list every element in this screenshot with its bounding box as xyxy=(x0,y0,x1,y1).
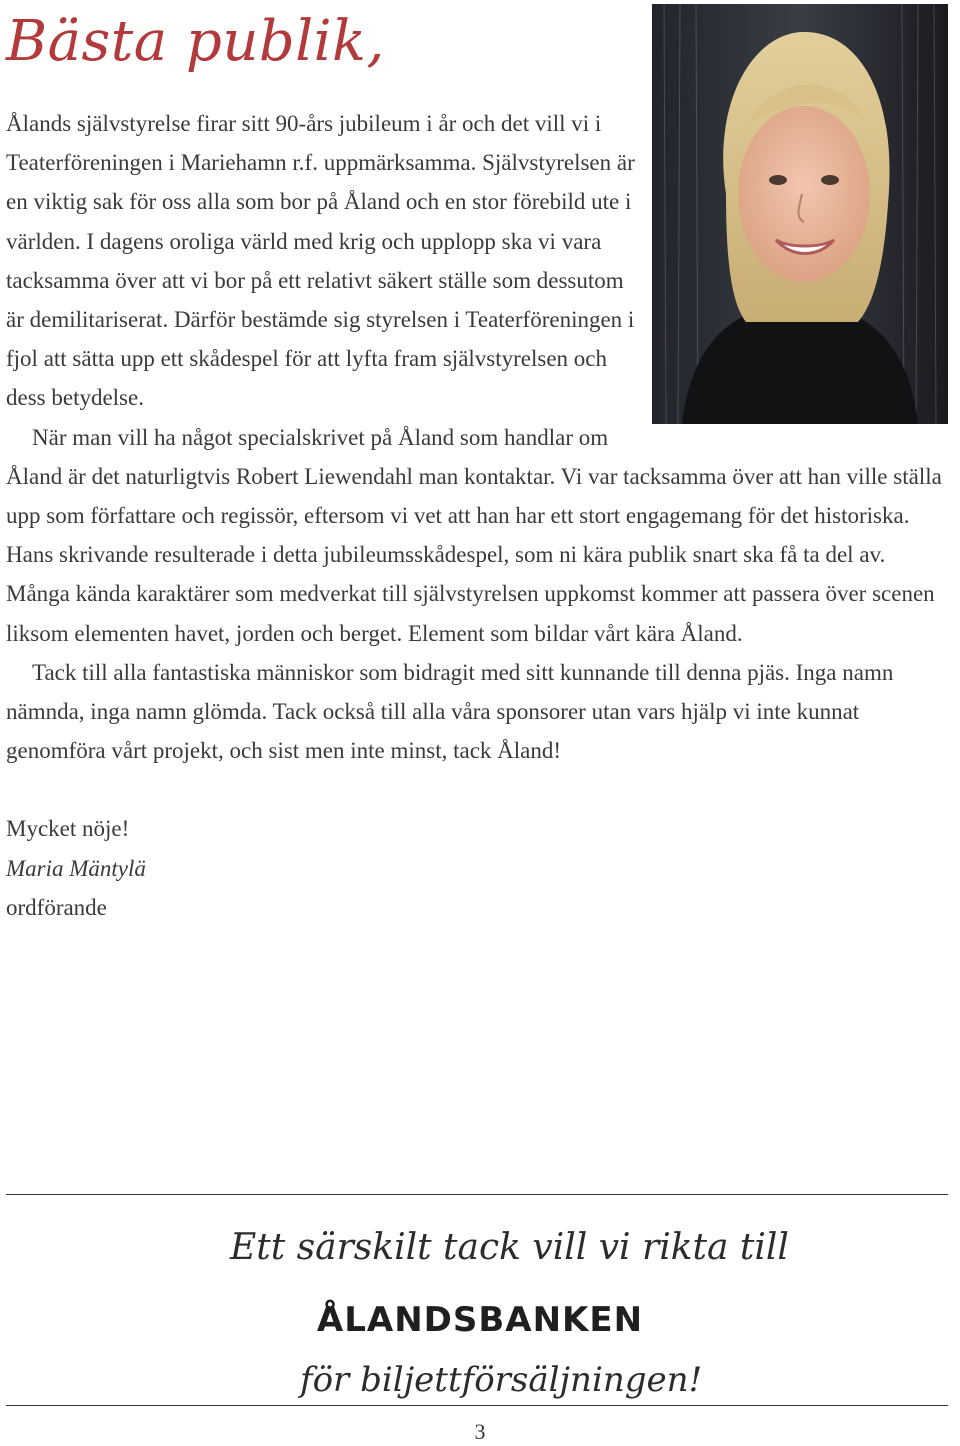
bank-name: ÅLANDSBANKEN xyxy=(316,1300,644,1340)
signer-title: ordförande xyxy=(6,894,107,920)
intro-paragraph: Ålands självstyrelse firar sitt 90-års jubileum i år och det vill vi i Teaterföreningen i Mariehamn r.f. uppmärksamma. Självstyrelsen är en viktig sak för oss alla som bor på Åland och en stor förebild ute i världen. I dagens oroliga värld med krig och upplopp ska vi vara tacksamma över att vi bor på ett relativt säkert ställe som dessutom är demilitariserat. Därför bestämde sig styrelsen i Teaterföreningen i fjol att sätta upp ett skådespel för att lyfta fram självstyrelsen och dess betydelse. xyxy=(6,111,635,411)
thanks-line: Ett särskilt tack vill vi rikta till xyxy=(230,1227,789,1268)
page-heading: Bästa publik, xyxy=(6,9,385,74)
closing-greeting: Mycket nöje! xyxy=(6,816,130,842)
ticket-sales-line: för biljettförsäljningen! xyxy=(300,1360,703,1400)
third-paragraph: Tack till alla fantastiska människor som bidragit med sitt kunnande till denna pjäs. Inga namn nämnda, inga namn glömda. Tack också till alla våra sponsorer utan vars hjälp vi inte kunnat genomföra vårt projekt, och sist men inte minst, tack Åland! xyxy=(6,659,894,764)
letter-body xyxy=(6,104,946,927)
second-paragraph: När man vill ha något specialskrivet på Åland som handlar om Åland är det naturligtvis Robert Liewendahl man kontaktar. Vi var tacksamma över att han ville ställa upp som författare och regissör, eftersom vi vet att han har ett stort engagemang för det historiska. Hans skrivande resulterade i detta jubileumsskådespel, som ni kära publik snart ska få ta del av. Många kända karaktärer som medverkat till självstyrelsen uppkomst kommer att passera över scenen liksom elementen havet, jorden och berget. Element som bildar vårt kära Åland. xyxy=(6,424,942,646)
page-number: 3 xyxy=(474,1419,486,1444)
bottom-divider xyxy=(6,1405,948,1406)
signer-name: Maria Mäntylä xyxy=(6,855,146,881)
top-divider xyxy=(6,1194,948,1195)
